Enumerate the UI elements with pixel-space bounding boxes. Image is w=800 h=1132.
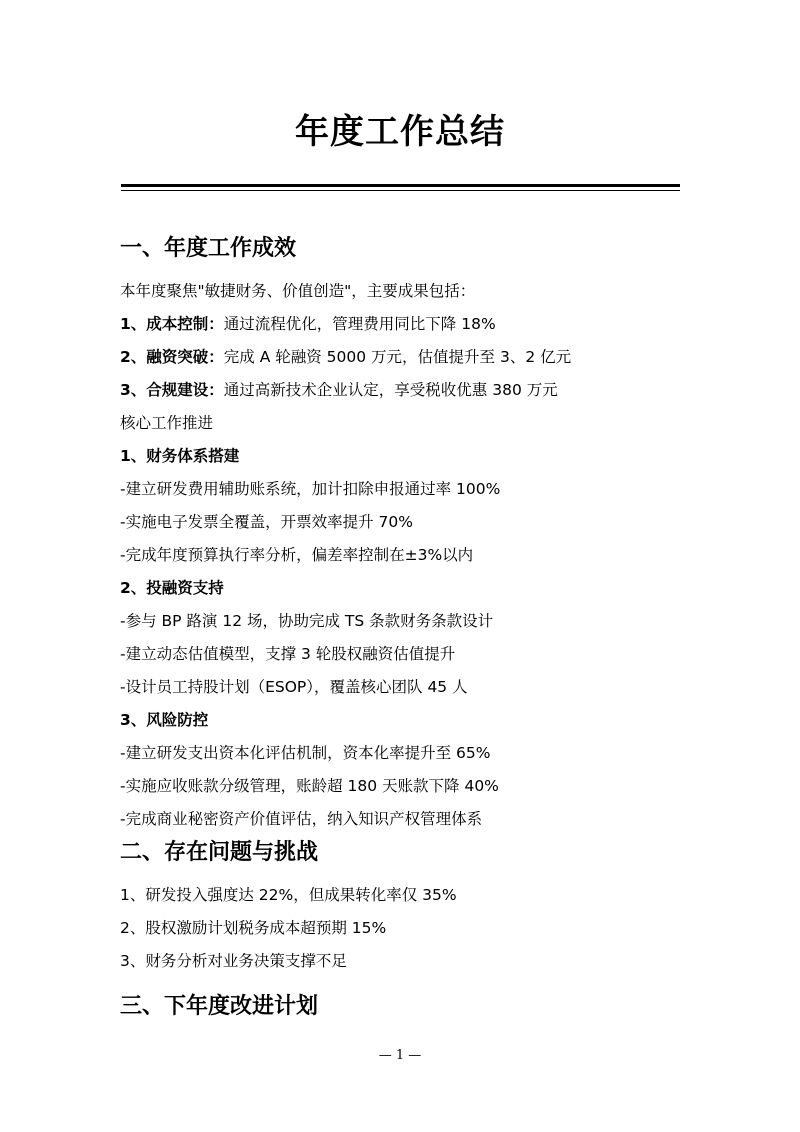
achievement-item [120,308,700,341]
group-heading: 3、风险防控 [120,711,209,729]
page-title: 年度工作总结 [295,112,505,152]
list-item: -设计员工持股计划（ESOP），覆盖核心团队 45 人 [120,678,468,696]
list-item: -参与 BP 路演 12 场，协助完成 TS 条款财务条款设计 [120,612,494,630]
list-item: 2、股权激励计划税务成本超预期 15% [120,919,387,937]
document-body [120,232,700,1023]
achievement-text: 完成 A 轮融资 5000 万元，估值提升至 3、2 亿元 [223,348,572,366]
title-rule-thick [121,184,680,187]
list-item: -建立研发支出资本化评估机制，资本化率提升至 65% [120,744,491,762]
achievement-text: 通过高新技术企业认定，享受税收优惠 380 万元 [223,381,558,399]
list-item: 1、研发投入强度达 22%，但成果转化率仅 35% [120,886,457,904]
achievement-item [120,374,700,407]
list-item: -建立动态估值模型，支撑 3 轮股权融资估值提升 [120,645,456,663]
section1-heading: 一、年度工作成效 [120,236,297,261]
achievement-label: 1、成本控制： [120,315,224,333]
title-rule-thin [121,190,680,191]
list-item: -实施电子发票全覆盖，开票效率提升 70% [120,513,413,531]
section1-intro: 本年度聚焦"敏捷财务、价值创造"，主要成果包括： [120,282,476,300]
list-item: 3、财务分析对业务决策支撑不足 [120,952,347,970]
list-item: -完成年度预算执行率分析，偏差率控制在±3%以内 [120,546,474,564]
achievement-label: 3、合规建设： [120,381,224,399]
group-heading: 2、投融资支持 [120,579,224,597]
achievement-item [120,341,700,374]
page-number: — 1 — [378,1048,422,1063]
list-item: -实施应收账款分级管理，账龄超 180 天账款下降 40% [120,777,499,795]
section2-heading: 二、存在问题与挑战 [120,840,319,865]
achievement-text: 通过流程优化，管理费用同比下降 18% [223,315,496,333]
group-heading: 1、财务体系搭建 [120,447,240,465]
achievement-label: 2、融资突破： [120,348,224,366]
list-item: -建立研发费用辅助账系统，加计扣除申报通过率 100% [120,480,501,498]
list-item: -完成商业秘密资产价值评估，纳入知识产权管理体系 [120,810,483,828]
section3-heading: 三、下年度改进计划 [120,994,319,1019]
core-work-label: 核心工作推进 [120,414,214,432]
